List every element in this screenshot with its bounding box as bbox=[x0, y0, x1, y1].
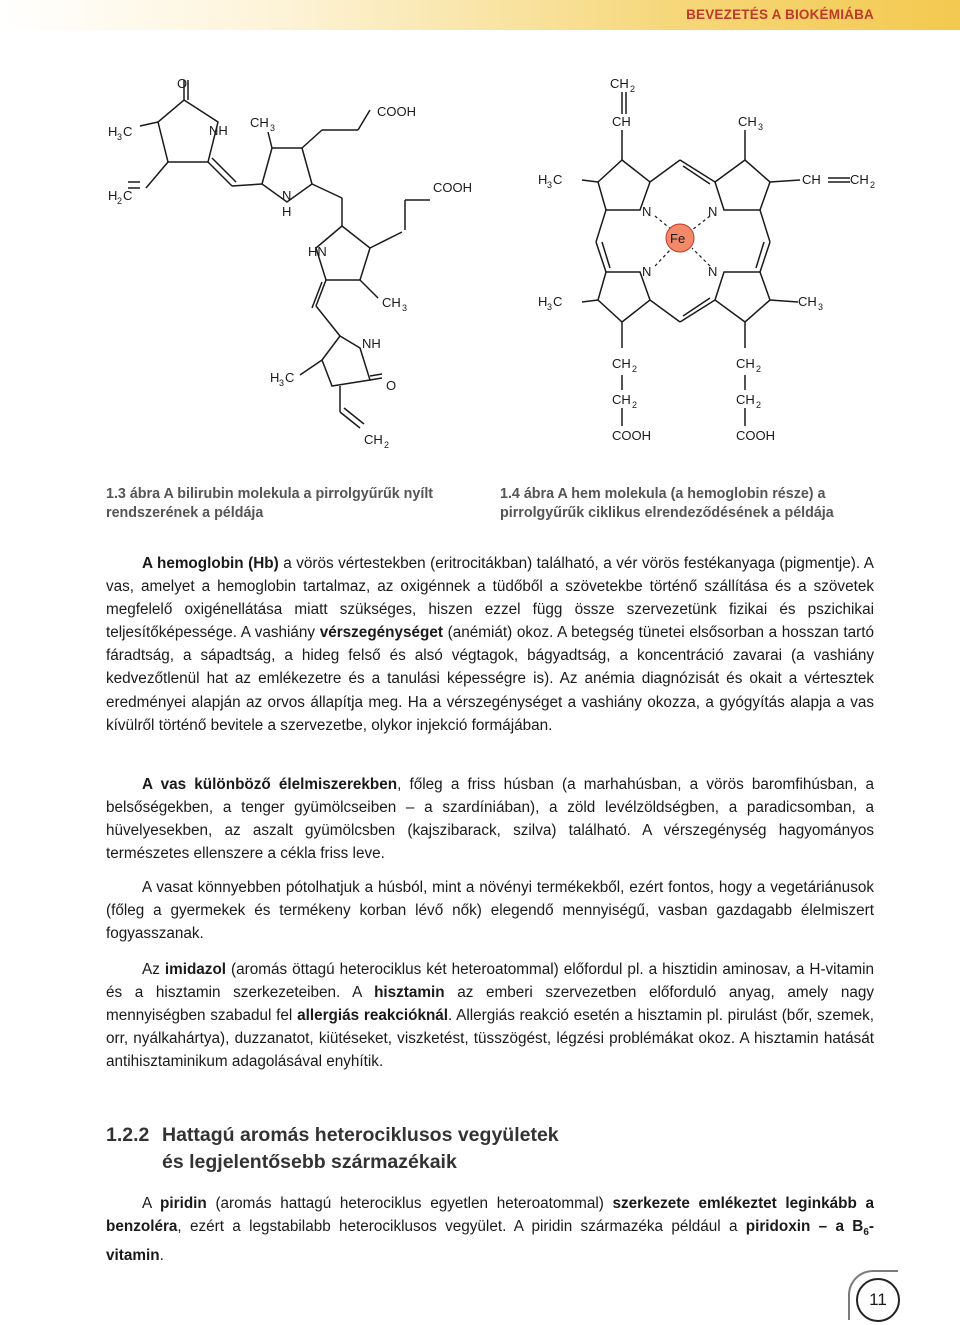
paragraph-hemoglobin: A hemoglobin (Hb) a vörös vértestekben (eritrocitákban) található, a vér vörös festékanyaga (pigmentje). A vas, amelyet a hemoglobin tartalmaz, az oxigénnek a tüdőből a szövetekbe történő szállítása és a szövetek megfelelő oxigénellátása miatt szükséges, hiszen ezzel függ össze szervezetünk fizikai és pszichikai teljesítőképessége. A vashiány vérszegénységet (anémiát) okoz. A betegség tünetei elsősorban a hosszan tartó fáradtság, a sápadtság, a hideg felső és alsó végtagok, bágyadtság, a koncentráció zavarai (a vashiány kedvezőtlenül hat az emlékezetre és a tanulási képességre is). Az anémia diagnózisát és okait a vértesztek eredményei alapján az orvos állapítja meg. Ha a vérszegénységet a vashiány okozza, a gyógyítás alapja a vas kívülről történő bevitele a szervezetbe, olykor injekció formájában. bbox=[106, 555, 874, 734]
svg-text:C: C bbox=[123, 188, 133, 203]
svg-text:C: C bbox=[553, 294, 563, 309]
svg-text:O: O bbox=[386, 378, 397, 393]
svg-text:CH: CH bbox=[850, 172, 869, 187]
heme-labels bbox=[538, 76, 875, 443]
svg-text:N: N bbox=[282, 188, 292, 203]
svg-text:N: N bbox=[708, 204, 718, 219]
svg-text:CH: CH bbox=[738, 114, 757, 129]
svg-text:Fe: Fe bbox=[670, 231, 686, 246]
svg-text:CH: CH bbox=[736, 392, 755, 407]
svg-text:N: N bbox=[642, 264, 652, 279]
svg-text:N: N bbox=[642, 204, 652, 219]
svg-text:CH: CH bbox=[250, 115, 269, 130]
svg-text:2: 2 bbox=[870, 180, 876, 190]
svg-text:COOH: COOH bbox=[433, 180, 472, 195]
paragraph-iron-foods: A vas különböző élelmiszerekben, főleg a friss húsban (a marhahúsban, a vörös baromfihúsban, a belsőségekben, a tenger gyümölcseiben – a szardíniában), a zöld levélzöldségben, a paradicsomban, a hüvelyesekben, az aszalt gyümölcsben (kajszibarack, szilva) található. A vérszegénység hagyományos természetes ellenszere a cékla friss leve. bbox=[106, 776, 874, 863]
header-bar bbox=[0, 0, 960, 30]
svg-text:C: C bbox=[123, 124, 133, 139]
header-title: BEVEZETÉS A BIOKÉMIÁBA bbox=[686, 7, 874, 22]
svg-text:H: H bbox=[538, 294, 548, 309]
svg-text:CH: CH bbox=[610, 76, 629, 91]
svg-text:COOH: COOH bbox=[736, 428, 775, 443]
figure-caption-bilirubin: 1.3 ábra A bilirubin molekula a pirrolgyűrűk nyílt rendszerének a példája bbox=[106, 486, 434, 521]
svg-text:COOH: COOH bbox=[612, 428, 651, 443]
svg-text:H: H bbox=[270, 370, 280, 385]
paragraph-vegetarians: A vasat könnyebben pótolhatjuk a húsból, mint a növényi termékekből, ezért fontos, hogy a vegetáriánusok (főleg a gyermekek és termékeny korban lévő nők) elegendő mennyiségű, vasban gazdagabb élelmiszert fogyasszanak. bbox=[106, 879, 874, 943]
svg-text:2: 2 bbox=[756, 364, 762, 374]
svg-text:3: 3 bbox=[547, 180, 553, 190]
svg-text:NH: NH bbox=[209, 123, 228, 138]
svg-text:O: O bbox=[177, 76, 188, 91]
svg-text:2: 2 bbox=[632, 364, 638, 374]
figure-caption-heme: 1.4 ábra A hem molekula (a hemoglobin része) a pirrolgyűrűk ciklikus elrendeződésének a példája bbox=[500, 486, 834, 521]
svg-text:2: 2 bbox=[630, 84, 636, 94]
svg-text:CH: CH bbox=[798, 294, 817, 309]
svg-text:CH: CH bbox=[612, 114, 631, 129]
svg-text:2: 2 bbox=[117, 196, 123, 206]
svg-text:CH: CH bbox=[382, 295, 401, 310]
svg-text:COOH: COOH bbox=[377, 104, 416, 119]
svg-text:2: 2 bbox=[632, 400, 638, 410]
svg-text:C: C bbox=[285, 370, 295, 385]
svg-text:CH: CH bbox=[364, 432, 383, 447]
svg-text:CH: CH bbox=[612, 356, 631, 371]
svg-text:NH: NH bbox=[362, 336, 381, 351]
paragraph-imidazole: Az imidazol (aromás öttagú heterociklus két heteroatommal) előfordul pl. a hisztidin aminosav, a H-vitamin és a hisztamin szerkezeteiben. A hisztamin az emberi szervezetben előforduló anyag, amely nagy mennyiségben szabadul fel allergiás reakcióknál. Allergiás reakció esetén a hisztamin pl. pirulást (bőr, szemek, orr, nyálkahártya), duzzanatot, kiütéseket, viszketést, tüsszögést, légzési problémákat okoz. A hisztamin hatását antihisztaminikum adagolásával enyhítik. bbox=[106, 961, 875, 1071]
svg-text:C: C bbox=[553, 172, 563, 187]
svg-text:3: 3 bbox=[818, 302, 824, 312]
svg-text:3: 3 bbox=[117, 132, 123, 142]
page-number: 11 bbox=[856, 1278, 900, 1322]
svg-text:H: H bbox=[282, 204, 292, 219]
svg-text:N: N bbox=[708, 264, 718, 279]
svg-text:3: 3 bbox=[547, 302, 553, 312]
svg-text:3: 3 bbox=[279, 378, 285, 388]
svg-text:CH: CH bbox=[802, 172, 821, 187]
svg-text:3: 3 bbox=[758, 122, 764, 132]
svg-text:2: 2 bbox=[384, 440, 390, 450]
chemical-figures bbox=[0, 30, 960, 450]
svg-text:3: 3 bbox=[270, 123, 276, 133]
svg-text:HN: HN bbox=[308, 244, 327, 259]
paragraph-pyridine: A piridin (aromás hattagú heterociklus egyetlen heteroatommal) szerkezete emlékeztet leginkább a benzoléra, ezért a legstabilabb heterociklusos vegyület. A piridin származéka például a piridoxin – a $B_6$-vitamin. bbox=[106, 1195, 874, 1265]
svg-text:CH: CH bbox=[736, 356, 755, 371]
svg-text:3: 3 bbox=[402, 303, 408, 313]
svg-text:H: H bbox=[108, 124, 118, 139]
bilirubin-labels bbox=[108, 76, 472, 450]
svg-text:CH: CH bbox=[612, 392, 631, 407]
svg-text:H: H bbox=[108, 188, 118, 203]
section-heading: 1.2.2 Hattagú aromás heterociklusos vegyületek és legjelentősebb származékaik bbox=[106, 1124, 559, 1173]
svg-text:2: 2 bbox=[756, 400, 762, 410]
heme-structure bbox=[582, 92, 850, 426]
svg-text:H: H bbox=[538, 172, 548, 187]
